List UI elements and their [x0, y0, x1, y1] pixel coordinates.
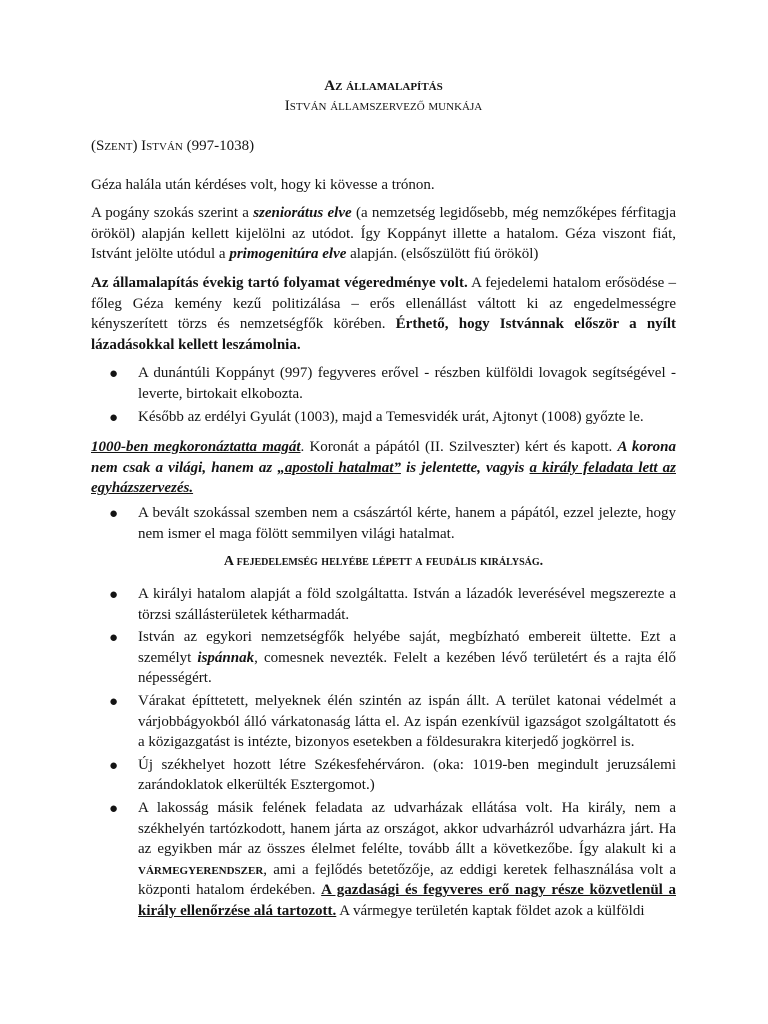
bullet-icon: ● [109, 366, 119, 383]
list-item: ● A királyi hatalom alapját a föld szolgáltatta. István a lázadók leverésével megszerezte a törzsi szállásterületek kétharmadát. [109, 586, 676, 623]
paragraph-1: Géza halála után kérdéses volt, hogy ki kövesse a trónon. [91, 176, 435, 193]
paragraph-4: 1000-ben megkoronáztatta magát. Koronát a pápától (II. Szilveszter) kért és kapott. A korona nem csak a világi, hanem az „apostoli hatalmat” is jelentette, vagyis a király feladata lett az egyházszervezés. [91, 439, 677, 497]
bullet-icon: ● [109, 757, 119, 774]
list-item: ● Új székhelyet hozott létre Székesfehérváron. (oka: 1019-ben megindult jeruzsálemi zarándoklatok elkerülték Esztergomot.) [109, 756, 676, 794]
bullet-icon: ● [109, 409, 119, 426]
section-heading: (Szent) István (997-1038) [91, 138, 255, 154]
bullet-icon: ● [109, 505, 119, 522]
emphasis-control: A gazdasági és fegyveres erő nagy része közvetlenül a király ellenőrzése alá tartozott. [138, 882, 676, 919]
bullet-icon: ● [109, 630, 119, 647]
coronation-phrase: 1000-ben megkoronáztatta magát [91, 439, 301, 456]
bullet-icon: ● [109, 801, 119, 818]
list-item: ● A dunántúli Koppányt (997) fegyveres erővel - részben külföldi lovagok segítségével - leverte, birtokait elkobozta. [109, 365, 676, 402]
list-coronation [91, 503, 676, 544]
list-rebellions [91, 363, 676, 427]
bullet-icon: ● [109, 694, 119, 711]
term-ispan: ispánnak [197, 649, 255, 666]
paragraph-3: Az államalapítás évekig tartó folyamat végeredménye volt. A fejedelemi hatalom erősödése – főleg Géza kemény kezű politizálása – erős ellenállást váltott ki az engedelmességre kényszerített törzs és nemzetségfők körében. Érthető, hogy Istvánnak először a nyílt lázadásokkal kellett leszámolnia. [91, 274, 676, 353]
term-primogenitura: primogenitúra elve [229, 246, 347, 263]
term-varmegyerendszer: vármegyerendszer [138, 861, 264, 878]
list-item: ● István az egykori nemzetségfők helyébe saját, megbízható embereit ültette. Ezt a személyt ispánnak, comesnek nevezték. Felelt a kezében lévő területért és a rajta élő népességért. [109, 629, 676, 687]
list-item: ● A lakosság másik felének feladata az udvarházak ellátása volt. Ha király, nem a székhelyén tartózkodott, hanem járta az országot, akkor udvarházról udvarházra járt. Ha az egyikben már az összes élelmet felélte, tovább állt a következőbe. Így alakult ki a vármegyerendszer, ami a fejlődés betetőzője, az eddigi keretek felhasználása volt a központi hatalom érdekében. A gazdasági és fegyveres erő nagy része közvetlenül a király ellenőrzése alá tartozott. A vármegye területén kaptak földet azok a külföldi [109, 800, 676, 919]
document-title: Az államalapítás [324, 78, 443, 94]
bullet-icon: ● [109, 587, 119, 604]
document-subtitle: István államszervező munkája [284, 98, 483, 114]
paragraph-2: A pogány szokás szerint a szeniorátus elve (a nemzetség legidősebb, még nemzőképes férfitagja örököl) alapján kellett kijelölni az utódot. Így Koppányt illette a hatalom. Géza viszont fiát, Istvánt jelölte utódul a primogenitúra elve alapján. (elsőszülött fiú örököl) [91, 205, 676, 263]
subsection-heading: A fejedelemség helyébe lépett a feudális királyság. [223, 554, 544, 570]
list-item: ● A bevált szokással szemben nem a császártól kérte, hanem a pápától, ezzel jelezte, hogy nem ismer el maga fölött semmilyen világi hatalmat. [109, 504, 676, 542]
list-item: ● Később az erdélyi Gyulát (1003), majd a Temesvidék urát, Ajtonyt (1008) győzte le. [91, 407, 676, 428]
list-kingdom [91, 584, 676, 922]
document-page [91, 76, 676, 922]
term-szenioratus: szeniorátus elve [253, 205, 352, 222]
list-item: ● Várakat építtetett, melyeknek élén szintén az ispán állt. A terület katonai védelmét a várjobbágyokból álló várkatonaság látta el. Az ispán ezenkívül igazságot szolgáltatott és a közigazgatást is intézte, bizonyos esetekben a földesurakra kiterjedő jogkörrel is. [109, 693, 676, 751]
